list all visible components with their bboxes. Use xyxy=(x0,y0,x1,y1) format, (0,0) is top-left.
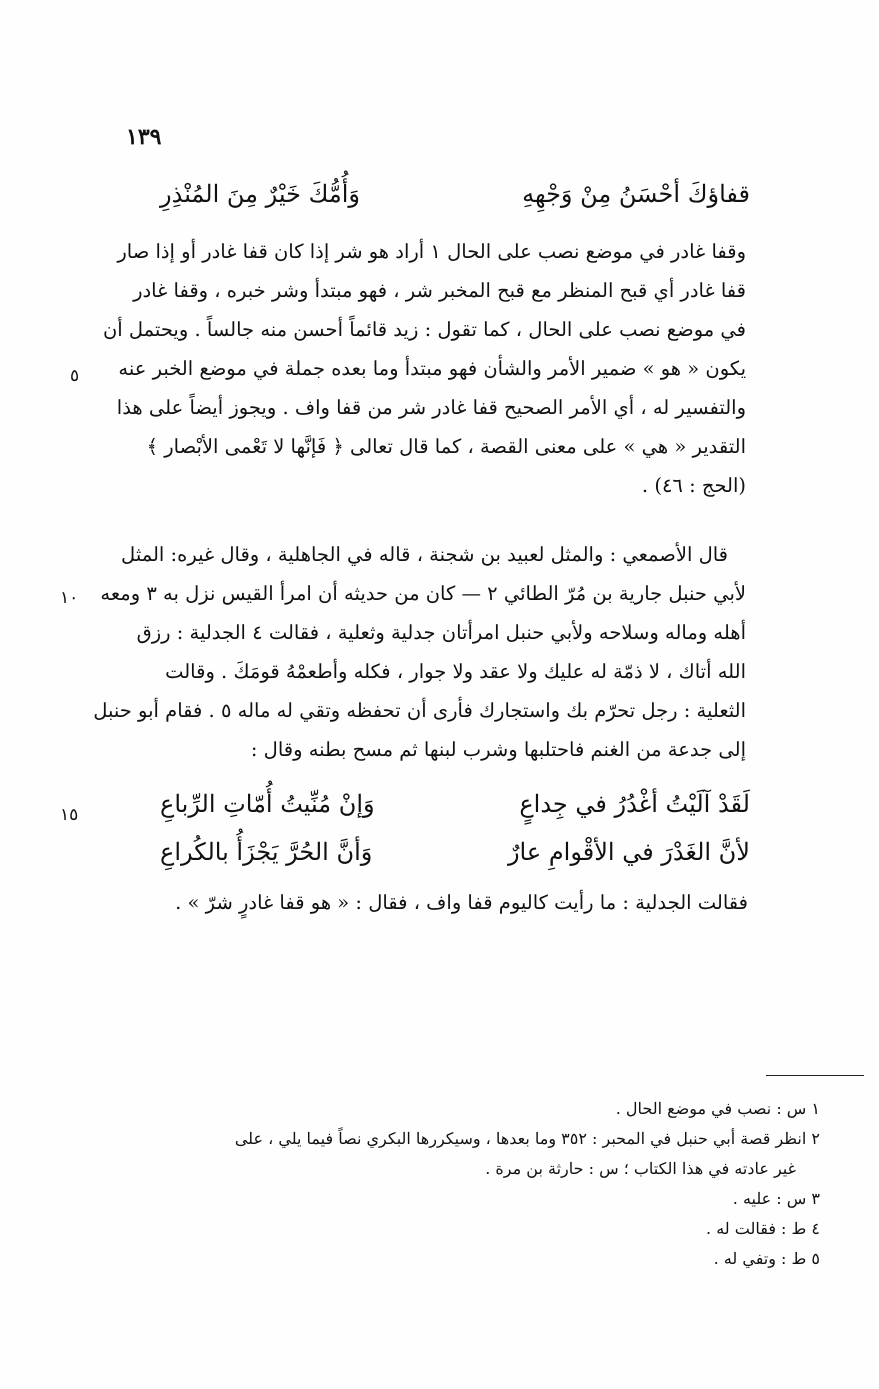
verse-bottom-2 xyxy=(160,838,750,878)
verse-2-left-hemistich: وَأنَّ الحُرَّ يَجْزَأُ بالكُراعِ xyxy=(160,838,373,866)
verse-2-right-hemistich: لأنَّ الغَدْرَ في الأقْوامِ عارٌ xyxy=(507,838,750,866)
closing-line xyxy=(160,883,748,922)
footnote: غير عادته في هذا الكتاب ؛ س : حارثة بن مرة . xyxy=(485,1159,796,1178)
text-line: الله أتاك ، لا ذمّة له عليك ولا عقد ولا جوار ، فكله وأطعمْهُ قومَكَ . وقالت xyxy=(165,660,746,683)
text-line: فقالت الجدلية : ما رأيت كاليوم قفا واف ، فقال : « هو قفا غادرٍ شرّ » . xyxy=(175,891,748,914)
text-line: الثعلية : رجل تحرّم بك واستجارك فأرى أن تحفظه وتقي له ماله ٥ . فقام أبو حنبل xyxy=(93,699,746,722)
verse-top-right-hemistich: قفاؤكَ أحْسَنُ مِنْ وَجْهِهِ xyxy=(522,180,750,208)
footnote: ٢ انظر قصة أبي حنبل في المحبر : ٣٥٢ وما بعدها ، وسيكررها البكري نصاً فيما يلي ، على xyxy=(234,1129,820,1148)
text-line: التقدير « هي » على معنى القصة ، كما قال تعالى ﴿ فَإنَّها لا تَعْمى الأبْصار ﴾ xyxy=(146,435,746,458)
verse-1-right-hemistich: لَقَدْ آلَيْتُ أغْدُرُ في جِداعٍ xyxy=(519,790,750,818)
verse-top xyxy=(160,180,750,220)
margin-line-number-5: ٥ xyxy=(70,366,80,386)
text-line: والتفسير له ، أي الأمر الصحيح قفا غادر شر من قفا واف . ويجوز أيضاً على هذا xyxy=(116,396,746,419)
text-line: أهله وماله وسلاحه ولأبي حنبل امرأتان جدلية وثعلية ، فقالت ٤ الجدلية : رزق xyxy=(136,621,746,644)
footnote: ٤ ط : فقالت له . xyxy=(706,1219,820,1238)
footnote: ٥ ط : وتفي له . xyxy=(713,1249,820,1268)
footnote-rule xyxy=(766,1075,864,1076)
text-line: (الحج : ٤٦) . xyxy=(641,474,746,497)
text-line: قال الأصمعي : والمثل لعبيد بن شجنة ، قاله في الجاهلية ، وقال غيره: المثل xyxy=(121,543,728,566)
footnotes xyxy=(170,1094,820,1274)
text-line: إلى جدعة من الغنم فاحتلبها وشرب لبنها ثم مسح بطنه وقال : xyxy=(250,738,746,761)
verse-top-left-hemistich: وَأُمُّكَ خَيْرٌ مِنَ المُنْذِرِ xyxy=(160,180,360,208)
verse-bottom-1 xyxy=(160,790,750,830)
text-line: يكون « هو » ضمير الأمر والشأن فهو مبتدأ وما بعده جملة في موضع الخبر عنه xyxy=(118,357,746,380)
text-line: في موضع نصب على الحال ، كما تقول : زيد قائماً أحسن منه جالساً . ويحتمل أن xyxy=(102,318,746,341)
margin-line-number-10: ١٠ xyxy=(60,588,79,608)
margin-line-number-15: ١٥ xyxy=(60,805,79,825)
footnote: ٣ س : عليه . xyxy=(732,1189,820,1208)
text-line: لأبي حنبل جارية بن مُرّ الطائي ٢ — كان من حديثه أن امرأ القيس نزل به ٣ ومعه xyxy=(100,582,746,605)
page-number: ١٣٩ xyxy=(126,124,162,150)
footnote: ١ س : نصب في موضع الحال . xyxy=(615,1099,820,1118)
text-line: وقفا غادر في موضع نصب على الحال ١ أراد هو شر إذا كان قفا غادر أو إذا صار xyxy=(117,240,746,263)
text-line: قفا غادر أي قبح المنظر مع قبح المخبر شر ، فهو مبتدأ وشر خبره ، وقفا غادر xyxy=(133,279,746,302)
paragraph-1 xyxy=(102,232,746,505)
paragraph-2 xyxy=(93,535,746,769)
verse-1-left-hemistich: وَإنْ مُنِّيتُ أُمّاتِ الرِّباعِ xyxy=(160,790,375,818)
